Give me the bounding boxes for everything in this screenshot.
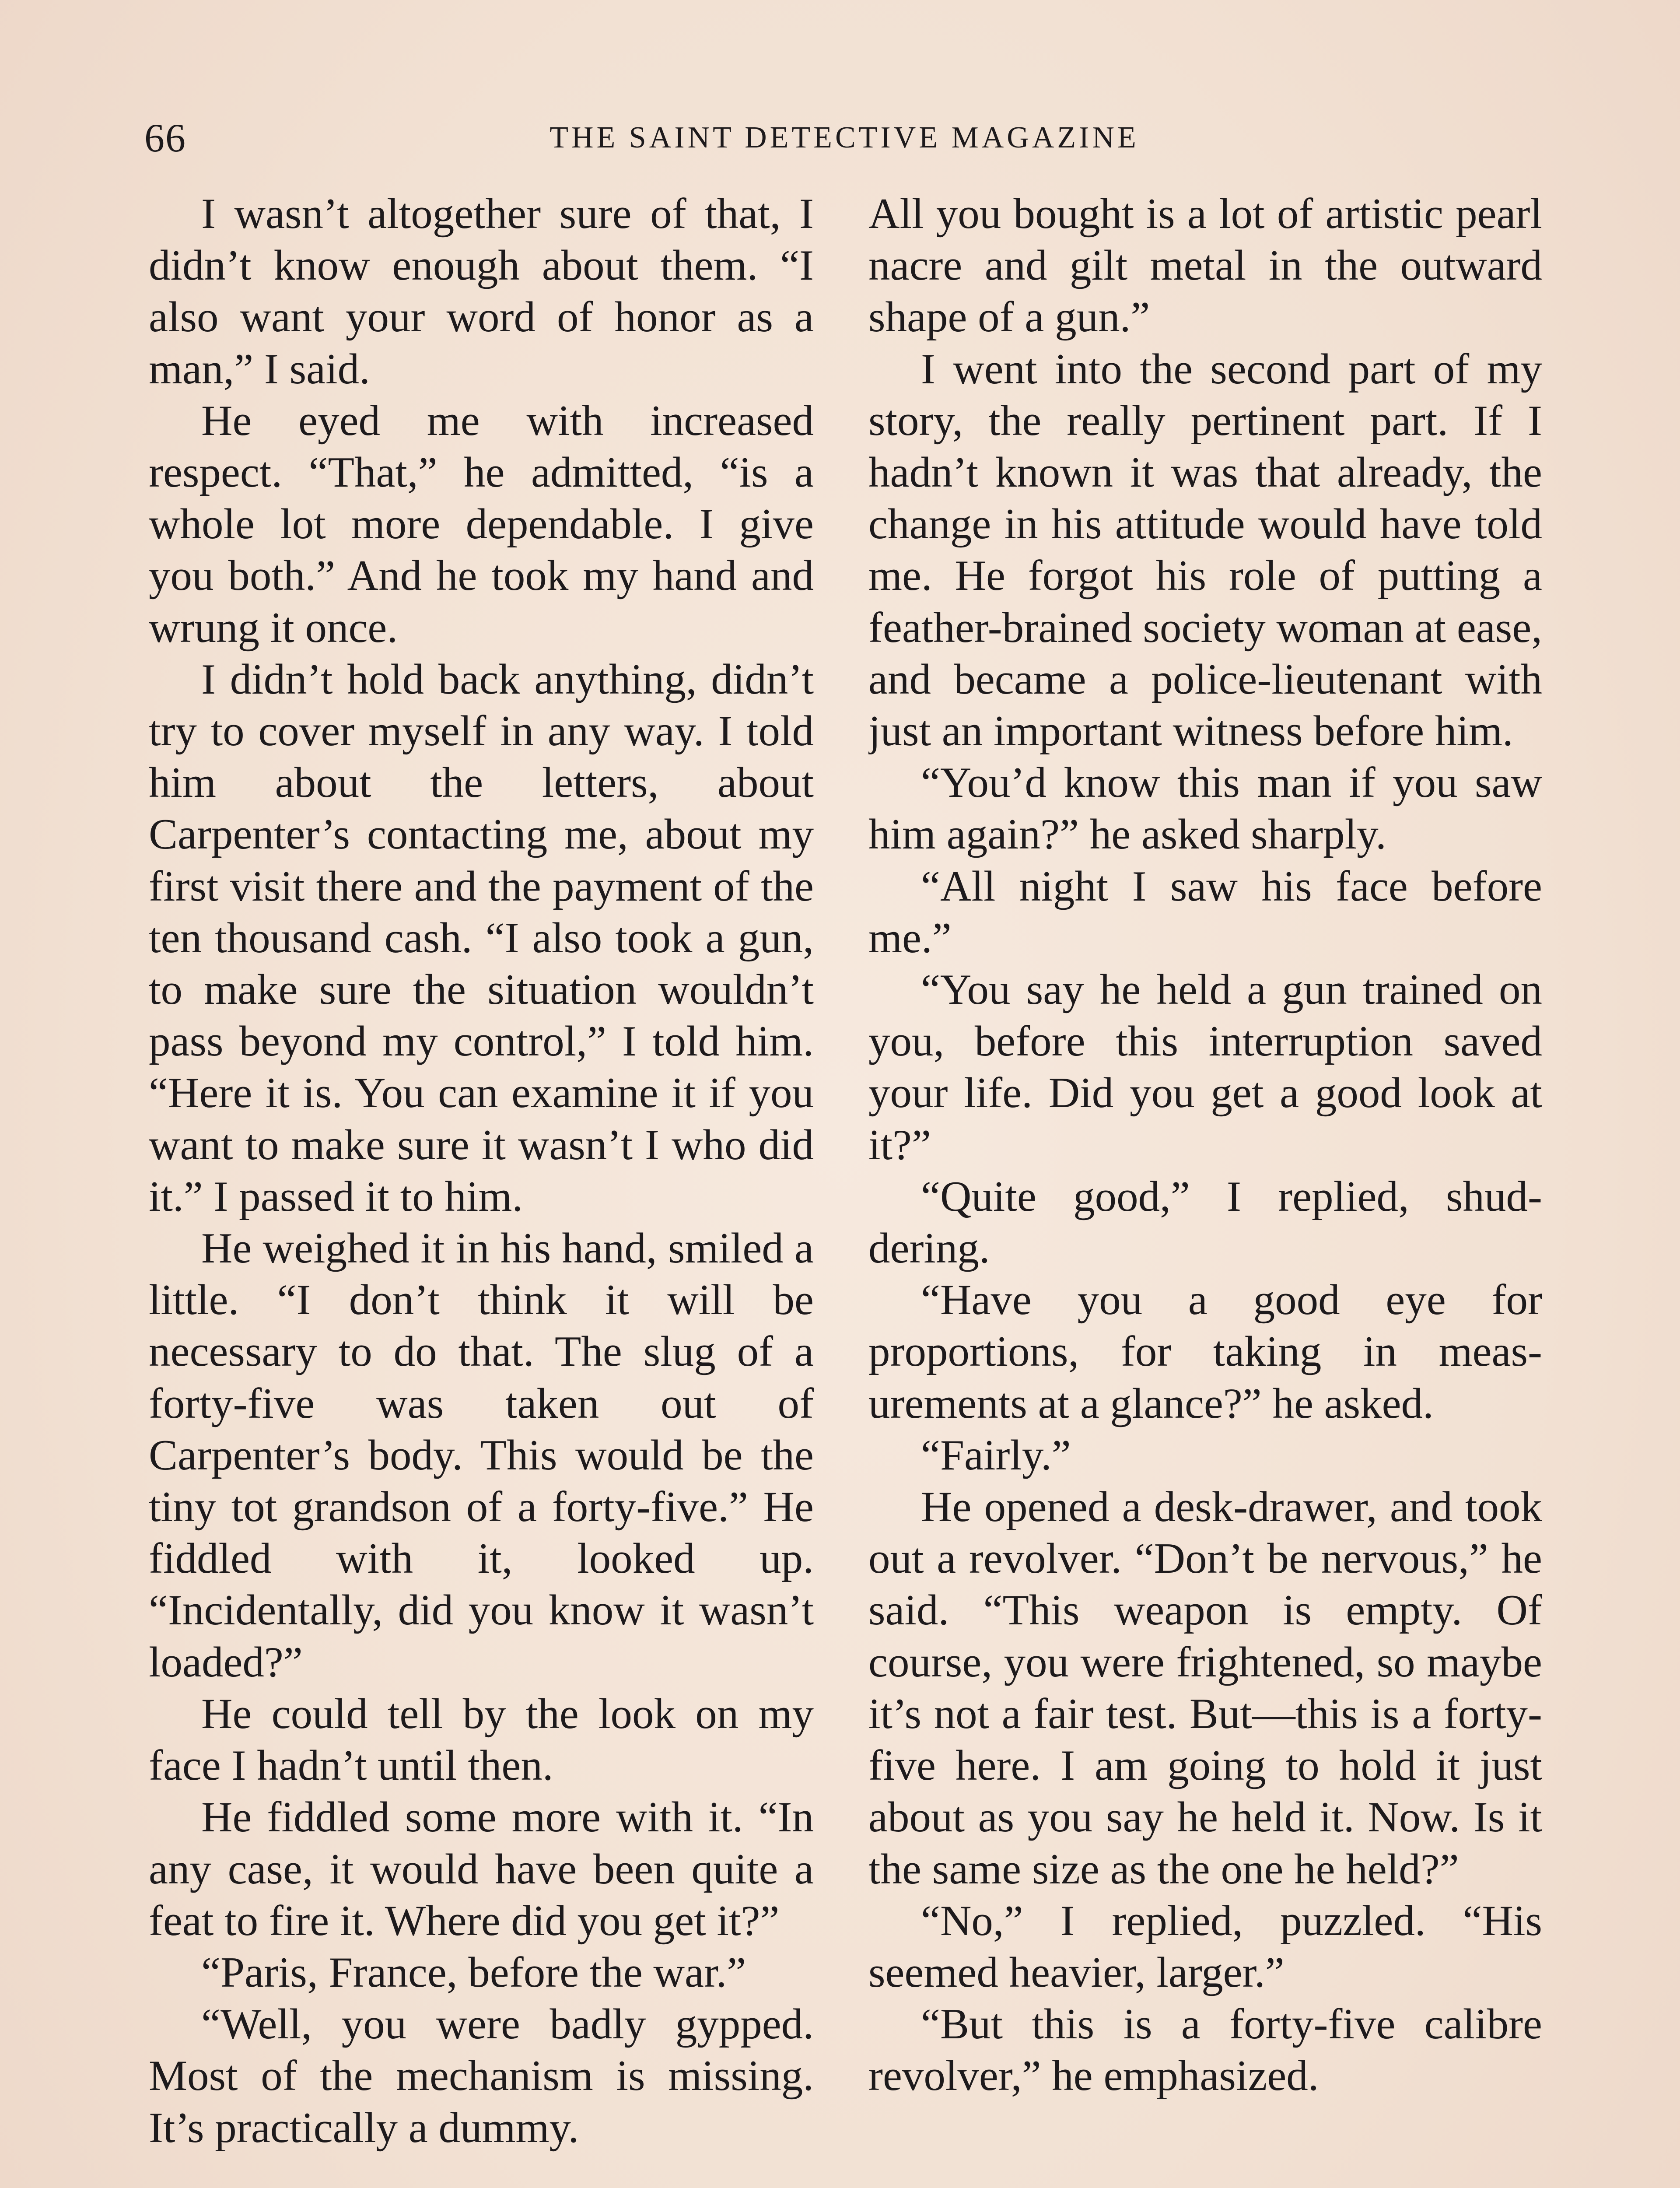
paragraph: “Well, you were badly gypped. Most of the mechanism is missing. It’s practically a dummy. <box>149 2000 814 2152</box>
paragraph: I went into the second part of my story, the really pertinent part. If I hadn’t known it was that already, the change in his attitude would have told me. He forgot his role of putting a feather-brained society woman at ease, and became a police-lieutenant with just an important witness before him. <box>868 345 1542 755</box>
magazine-title: THE SAINT DETECTIVE MAGAZINE <box>550 121 1139 154</box>
paragraph: “Fairly.” <box>921 1431 1071 1479</box>
paragraph: “All night I saw his face before me.” <box>868 862 1542 962</box>
paragraph: “Quite good,” I replied, shuddering. <box>868 1172 1542 1273</box>
paragraph: He fiddled some more with it. “In any case, it would have been quite a feat to fire it. Where did you get it?” <box>149 1793 814 1945</box>
paragraph: “You’d know this man if you saw him again?” he asked sharply. <box>868 759 1542 859</box>
paragraph: I didn’t hold back anything, didn’t try to cover myself in any way. I told him about the letters, about Carpenter’s contacting me, about my first visit there and the payment of the ten thousand cash. “I also took a gun, to make sure the situation wouldn’t pass beyond my control,” I told him. “Here it is. You can examine it if you want to make sure it wasn’t I who did it.” I passed it to him. <box>149 655 814 1220</box>
paragraph: “But this is a forty-five calibre revolver,” he emphasized. <box>868 2000 1542 2100</box>
paragraph: He eyed me with increased respect. “That,” he admitted, “is a whole lot more dependable. I give you both.” And he took my hand and wrung it once. <box>149 396 814 652</box>
paragraph: He opened a desk-drawer, and took out a revolver. “Don’t be nervous,” he said. “This weapon is empty. Of course, you were frightened, so maybe it’s not a fair test. But—this is a forty-five here. I am going to hold it just about as you say he held it. Now. Is it the same size as the one he held?” <box>868 1483 1542 1893</box>
paragraph: “No,” I replied, puzzled. “His seemed heavier, larger.” <box>868 1897 1542 1996</box>
page-number: 66 <box>144 116 186 160</box>
paragraph: “Have you a good eye for proportions, for taking in measurements at a glance?” he asked. <box>868 1276 1542 1427</box>
left-column <box>149 188 814 2188</box>
paragraph: “Paris, France, before the war.” <box>201 1948 746 1996</box>
paragraph: “You say he held a gun trained on you, before this interruption saved your life. Did you get a good look at it?” <box>868 966 1542 1169</box>
paragraph: I wasn’t altogether sure of that, I didn’t know enough about them. “I also want your word of honor as a man,” I said. <box>149 190 814 393</box>
paragraph-continued: All you bought is a lot of artistic pearl nacre and gilt metal in the outward shape of a gun.” <box>868 190 1542 341</box>
running-head <box>144 112 1544 164</box>
right-column <box>868 188 1542 2188</box>
paragraph: He could tell by the look on my face I hadn’t until then. <box>149 1690 814 1790</box>
paragraph: He weighed it in his hand, smiled a little. “I don’t think it will be necessary to do that. The slug of a forty-five was taken out of Carpenter’s body. This would be the tiny tot grandson of a forty-five.” He fiddled with it, looked up. “Incidentally, did you know it wasn’t loaded?” <box>149 1224 814 1686</box>
